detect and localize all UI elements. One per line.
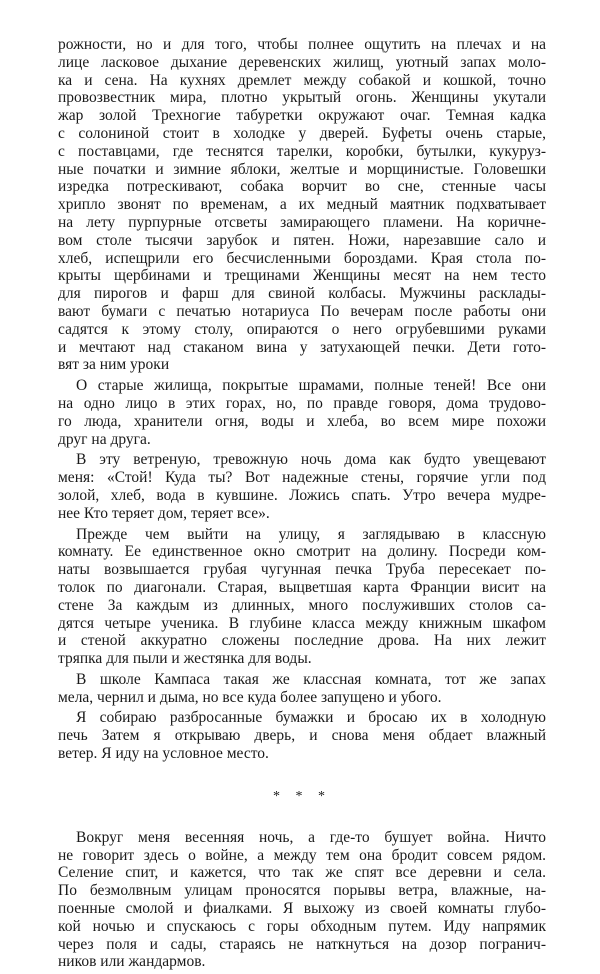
text-line: Селение спит, и кажется, что так же спят все деревни и села. <box>58 864 546 882</box>
text-line: садятся к этому столу, опираются о него огрубевшими руками <box>58 320 546 338</box>
text-line: наты возвышается грубая чугунная печка Труба пересекает по- <box>58 561 546 579</box>
text-line: не говорит здесь о войне, а между тем она бродит совсем рядом. <box>58 846 546 864</box>
text-line: Вокруг меня весенняя ночь, а где-то бушует война. Ничто <box>76 828 546 846</box>
text-line: По безмолвным улицам проносятся порывы ветра, влажные, на- <box>58 882 546 900</box>
paragraph <box>58 526 546 668</box>
text-line: ка и сена. На кухнях дремлет между собакой и кошкой, точно <box>58 71 546 89</box>
text-section-1 <box>58 36 546 763</box>
text-line: В эту ветреную, тревожную ночь дома как будто увещевают <box>76 451 546 469</box>
paragraph <box>58 829 546 971</box>
text-line: провозвестник мира, плотно укрытый огонь. Женщины укутали <box>58 89 546 107</box>
text-line: ветер. Я иду на условное место. <box>58 745 269 763</box>
text-line: для пирогов и фарш для свиной колбасы. Мужчины расклады- <box>58 285 546 303</box>
paragraph <box>58 709 546 762</box>
text-line: хлеб, испещрили его бесчисленными бороздами. Края стола по- <box>58 249 546 267</box>
text-line: кой ночью и спускаюсь с горы обходным путем. Иду напрямик <box>58 917 546 935</box>
text-line: В школе Кампаса такая же классная комната, тот же запах <box>76 670 546 688</box>
paragraph <box>58 36 546 374</box>
text-line: ные початки и зимние яблоки, желтые и морщинистые. Головешки <box>58 160 546 178</box>
text-line: вом столе тысячи зарубок и пятен. Ножи, нарезавшие сало и <box>58 231 546 249</box>
text-line: жар золой Трехногие табуретки окружают очаг. Темная кадка <box>58 107 546 125</box>
text-line: на одно лицо в этих горах, но, по правде говоря, дома трудово- <box>58 394 546 412</box>
text-line: лице ласковое дыхание деревенских жилищ, уютный запах моло- <box>58 53 546 71</box>
text-line: Прежде чем выйти на улицу, я заглядываю в классную <box>76 525 546 543</box>
text-line: Я собираю разбросанные бумажки и бросаю их в холодную <box>76 709 546 727</box>
text-line: поенные смолой и фиалками. Я выхожу из своей комнаты глубо- <box>58 900 546 918</box>
paragraph <box>58 451 546 522</box>
text-line: мела, чернил и дыма, но все куда более запущено и убого. <box>58 688 442 706</box>
text-line: с солониной стоит в холодке у дверей. Буфеты очень старые, <box>58 124 546 142</box>
paragraph <box>58 671 546 707</box>
text-line: го люда, хранители огня, воды и хлеба, во всем мире похожи <box>58 412 546 430</box>
text-line: печь Затем я открываю дверь, и снова меня обдает влажный <box>58 727 546 745</box>
text-line: хрипло звонят по временам, а их медный маятник подхватывает <box>58 196 546 214</box>
text-line: меня: «Стой! Куда ты? Вот надежные стены, горячие угли под <box>58 469 546 487</box>
text-line: с поставцами, где теснятся тарелки, коробки, бутылки, кукуруз- <box>58 142 546 160</box>
text-line: золой, хлеб, вода в кувшине. Ложись спать. Утро вечера мудре- <box>58 486 546 504</box>
text-line: изредка потрескивают, собака ворчит во сне, стенные часы <box>58 178 546 196</box>
text-line: вят за ним уроки <box>58 356 170 374</box>
text-line: друг на друга. <box>58 430 151 448</box>
text-line: ников или жандармов. <box>58 953 206 971</box>
text-line: О старые жилища, покрытые шрамами, полные теней! Все они <box>76 377 546 395</box>
text-line: нее Кто теряет дом, теряет все». <box>58 504 270 522</box>
text-line: и мечтают над стаканом вина у затухающей печки. Дети гото- <box>58 338 546 356</box>
page-body <box>58 36 546 974</box>
text-line: дятся четыре ученика. В глубине класса между книжным шкафом <box>58 614 546 632</box>
text-line: через поля и сады, стараясь не наткнуться на дозор погранич- <box>58 935 546 953</box>
text-line: рожности, но и для того, чтобы полнее ощутить на плечах и на <box>58 36 546 53</box>
text-line: тряпка для пыли и жестянка для воды. <box>58 650 312 668</box>
paragraph <box>58 377 546 448</box>
text-line: на лету пурпурные отсветы замирающего пламени. На коричне- <box>58 213 546 231</box>
text-line: вают бумаги с печатью нотариуса По вечерам после работы они <box>58 302 546 320</box>
text-line: и стеной аккуратно сложены последние дрова. На них лежит <box>58 632 546 650</box>
text-line: крыты щербинами и трещинами Женщины месят на нем тесто <box>58 267 546 285</box>
text-line: стене За каждым из длинных, много послуживших столов са- <box>58 596 546 614</box>
text-line: толок по диагонали. Старая, выцветшая карта Франции висит на <box>58 578 546 596</box>
text-section-2 <box>58 829 546 971</box>
text-line: комнату. Ее единственное окно смотрит на долину. Посреди ком- <box>58 543 546 561</box>
section-separator: * * * <box>273 788 331 804</box>
